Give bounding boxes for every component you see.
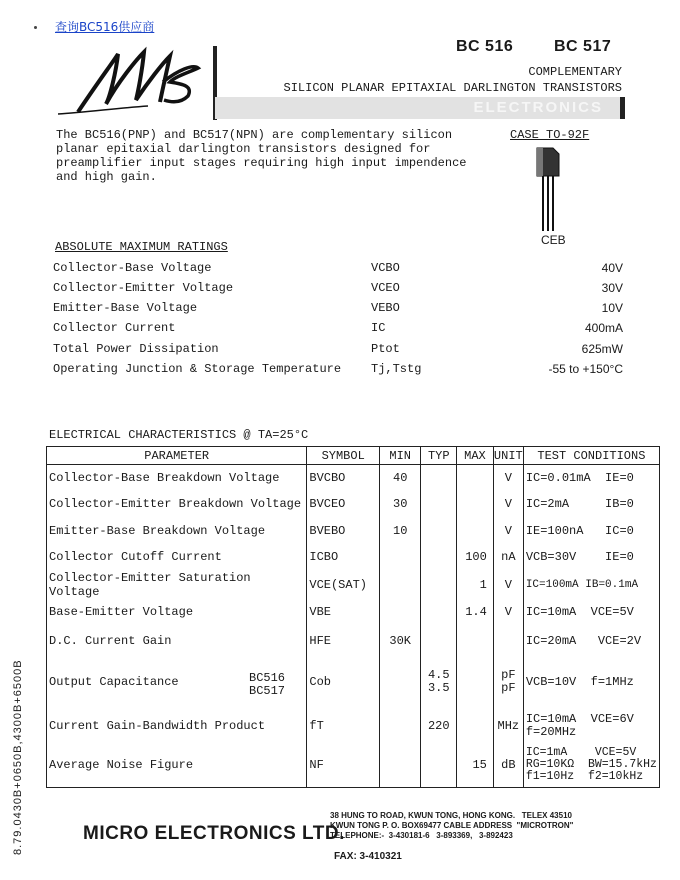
cond-line-2: f=20MHz: [525, 724, 577, 739]
cell-min: [379, 744, 420, 788]
side-reference-code: 8.79.0430B+0650B,4300B+6500B: [12, 659, 24, 855]
cell-symbol: BVCBO: [307, 465, 380, 491]
rating-value: 10V: [601, 301, 623, 315]
cell-param: Collector-Base Breakdown Voltage: [47, 465, 307, 491]
cell-param: [47, 656, 307, 708]
table-header-row: [47, 447, 660, 465]
cell-symbol: ICBO: [307, 544, 380, 571]
cell-unit: V: [493, 518, 523, 544]
table-row: [47, 544, 660, 571]
rating-symbol: VEBO: [371, 301, 400, 315]
cell-conditions: VCB=10V f=1MHz: [523, 656, 659, 708]
cell-min: [379, 571, 420, 599]
header-min: MIN: [379, 447, 420, 465]
table-row: [47, 626, 660, 656]
cell-conditions: VCB=30V IE=0: [523, 544, 659, 571]
rating-value: 400mA: [584, 321, 623, 335]
table-row: [47, 518, 660, 544]
rating-row: [53, 342, 623, 360]
rating-value: 625mW: [581, 342, 623, 356]
cell-conditions: IC=0.01mA IE=0: [523, 465, 659, 491]
rating-value: 30V: [601, 281, 623, 295]
rating-row: [53, 281, 623, 299]
cell-max: [457, 626, 494, 656]
cell-unit: V: [493, 491, 523, 518]
typ-bc516: 4.5: [427, 667, 450, 682]
table-row: [47, 656, 660, 708]
cell-unit: dB: [493, 744, 523, 788]
cell-param: Current Gain-Bandwidth Product: [47, 708, 307, 744]
header-conditions: TEST CONDITIONS: [523, 447, 659, 465]
cell-typ: [421, 465, 457, 491]
cell-max: [457, 708, 494, 744]
cell-symbol: BVCEO: [307, 491, 380, 518]
cell-typ: [421, 571, 457, 599]
band-end-bar: [620, 97, 625, 119]
elec-char-title: ELECTRICAL CHARACTERISTICS @ TA=25°C: [49, 428, 309, 442]
part-number-bc517: BC 517: [554, 38, 612, 55]
header-typ: TYP: [421, 447, 457, 465]
supplier-link[interactable]: 查询BC516供应商: [55, 20, 155, 34]
param-text: Output Capacitance: [49, 674, 179, 689]
cell-unit: [493, 626, 523, 656]
rating-row: [53, 301, 623, 319]
header-unit: UNIT: [493, 448, 523, 463]
cell-typ: [421, 544, 457, 571]
cell-symbol: HFE: [307, 626, 380, 656]
cond-line-1: IC=1mA VCE=5V: [525, 746, 637, 760]
cell-typ: [421, 599, 457, 626]
pin-labels: CEB: [541, 233, 566, 247]
unit-bc516: pF: [501, 667, 516, 682]
bullet-dot: [34, 26, 37, 29]
rating-param: Collector-Base Voltage: [53, 261, 212, 275]
address-line-1: 38 HUNG TO ROAD, KWUN TONG, HONG KONG. TELEX 43510: [330, 811, 572, 820]
elec-char-table: [46, 446, 660, 788]
case-label: CASE TO-92F: [510, 128, 590, 142]
cell-min: [379, 708, 420, 744]
rating-value: -55 to +150°C: [548, 362, 623, 376]
cell-max: [457, 491, 494, 518]
cell-param: Collector-Emitter Saturation Voltage: [47, 571, 307, 599]
cell-param: D.C. Current Gain: [47, 626, 307, 656]
cond-line-2: RG=10KΩ BW=15.7kHz: [525, 758, 657, 772]
company-address: [330, 811, 573, 841]
company-name: MICRO ELECTRONICS LTD.: [83, 823, 345, 844]
typ-bc517: 3.5: [427, 680, 450, 695]
cell-conditions: IC=20mA VCE=2V: [523, 626, 659, 656]
cell-symbol: VCE(SAT): [307, 571, 380, 599]
cell-max: [457, 656, 494, 708]
header-description: SILICON PLANAR EPITAXIAL DARLINGTON TRANSISTORS: [283, 81, 622, 95]
variant-bc517: BC517: [249, 683, 286, 698]
table-row: [47, 571, 660, 599]
cell-max: 100: [457, 544, 494, 571]
rating-row: [53, 321, 623, 339]
cell-min: [379, 656, 420, 708]
cell-max: [457, 518, 494, 544]
cell-max: 1.4: [457, 599, 494, 626]
rating-param: Total Power Dissipation: [53, 342, 219, 356]
cell-typ: [421, 518, 457, 544]
to92-package-icon: [533, 146, 563, 236]
cell-min: 30K: [379, 626, 420, 656]
cell-symbol: VBE: [307, 599, 380, 626]
rating-param: Collector-Emitter Voltage: [53, 281, 234, 295]
header-max: MAX: [457, 447, 494, 465]
rating-row: [53, 261, 623, 279]
table-row: [47, 599, 660, 626]
cond-line-3: f1=10Hz f2=10kHz: [525, 770, 644, 784]
cell-param: Emitter-Base Breakdown Voltage: [47, 518, 307, 544]
rating-row: [53, 362, 623, 380]
cell-unit: [493, 656, 523, 708]
cell-conditions: IC=10mA VCE=5V: [523, 599, 659, 626]
rating-symbol: Ptot: [371, 342, 400, 356]
cell-symbol: fT: [307, 708, 380, 744]
table-row: [47, 744, 660, 788]
header-symbol: SYMBOL: [307, 447, 380, 465]
company-logo: [58, 42, 218, 122]
cell-max: 15: [457, 744, 494, 788]
band-text: ELECTRONICS: [473, 99, 603, 116]
table-row: [47, 465, 660, 491]
rating-symbol: Tj,Tstg: [371, 362, 422, 376]
cell-min: [379, 544, 420, 571]
rating-symbol: VCBO: [371, 261, 400, 275]
cell-min: 40: [379, 465, 420, 491]
cell-symbol: BVEBO: [307, 518, 380, 544]
cond-line-1: IC=10mA VCE=6V: [525, 711, 634, 726]
cell-unit: nA: [493, 544, 523, 571]
variant-bc516: BC516: [249, 670, 286, 685]
cell-typ: [421, 656, 457, 708]
header-parameter: PARAMETER: [47, 447, 307, 465]
cell-symbol: NF: [307, 744, 380, 788]
cell-conditions: IC=2mA IB=0: [523, 491, 659, 518]
rating-symbol: IC: [371, 321, 386, 335]
header-band: [215, 97, 623, 119]
cell-unit: MHz: [493, 708, 523, 744]
cell-symbol: Cob: [307, 656, 380, 708]
header-complementary: COMPLEMENTARY: [528, 65, 622, 79]
cell-min: 30: [379, 491, 420, 518]
cell-typ: [421, 744, 457, 788]
cell-max: [457, 465, 494, 491]
cell-param: Collector-Emitter Breakdown Voltage: [47, 491, 307, 518]
abs-max-title: ABSOLUTE MAXIMUM RATINGS: [55, 240, 228, 254]
address-line-2: KWUN TONG P. O. BOX69477 CABLE ADDRESS "MICROTRON": [330, 821, 574, 830]
cell-param: Collector Cutoff Current: [47, 544, 307, 571]
unit-bc517: pF: [501, 680, 516, 695]
cell-typ: [421, 626, 457, 656]
rating-param: Collector Current: [53, 321, 176, 335]
cell-max: 1: [457, 571, 494, 599]
cell-conditions: [523, 708, 659, 744]
cell-typ: 220: [421, 708, 457, 744]
table-row: [47, 491, 660, 518]
cell-min: 10: [379, 518, 420, 544]
cell-conditions: IC=100mA IB=0.1mA: [523, 571, 659, 599]
cell-conditions: IE=100nA IC=0: [523, 518, 659, 544]
rating-param: Emitter-Base Voltage: [53, 301, 198, 315]
cell-param: Base-Emitter Voltage: [47, 599, 307, 626]
part-number-bc516: BC 516: [456, 38, 514, 55]
cell-typ: [421, 491, 457, 518]
cell-conditions: [523, 744, 659, 788]
cell-min: [379, 599, 420, 626]
rating-param: Operating Junction & Storage Temperature: [53, 362, 342, 376]
table-row: [47, 708, 660, 744]
cell-unit: V: [493, 599, 523, 626]
address-line-3: TELEPHONE:- 3-430181-6 3-893369, 3-892423: [330, 831, 513, 840]
intro-paragraph: The BC516(PNP) and BC517(NPN) are complementary silicon planar epitaxial darlington transistors designed for preamplifier input stages requiring high input impendence and high gain.: [56, 128, 467, 184]
cell-unit: V: [493, 465, 523, 491]
rating-value: 40V: [601, 261, 623, 275]
fax-number: FAX: 3-410321: [334, 851, 402, 862]
rating-symbol: VCEO: [371, 281, 400, 295]
cell-param: Average Noise Figure: [47, 744, 307, 788]
cell-unit: V: [493, 571, 523, 599]
